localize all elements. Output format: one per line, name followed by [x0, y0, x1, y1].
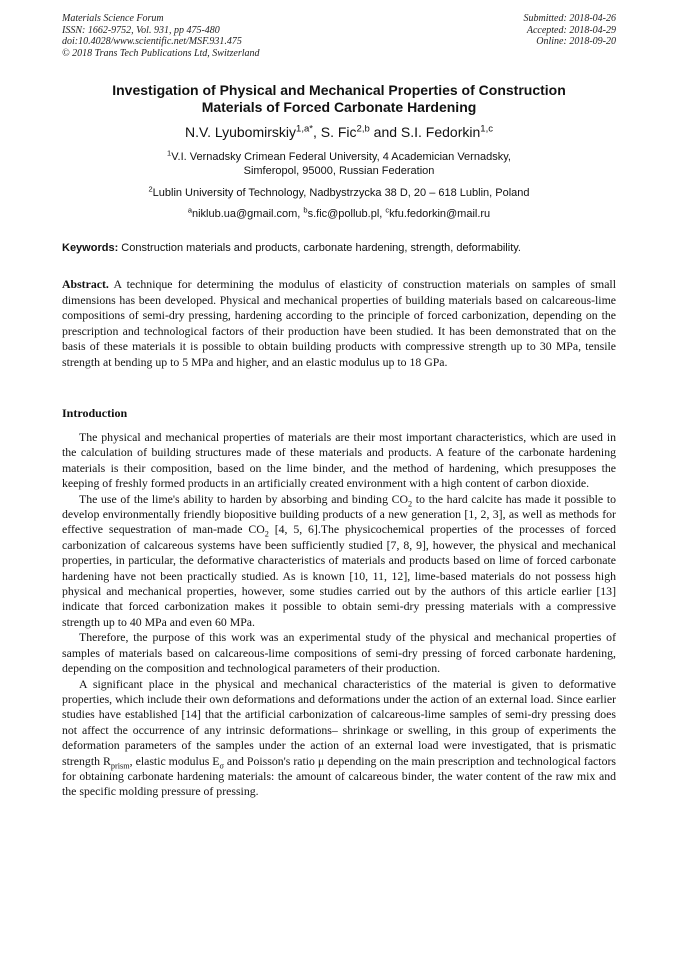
paper-title	[62, 82, 616, 116]
email-list: $^a$niklub.ua@gmail.com, $^b$s.fic@pollub.pl, $^c$kfu.fedorkin@mail.ru	[187, 205, 491, 220]
journal-issn: ISSN: 1662-9752, Vol. 931, pp 475-480	[62, 24, 220, 36]
co2-subscript: 2	[264, 529, 269, 539]
email-link[interactable]: s.fic@pollub.pl	[307, 208, 380, 220]
author-sup: 1,c	[480, 123, 493, 135]
email-link[interactable]: niklub.ua@gmail.com	[191, 208, 298, 220]
paragraph-4	[62, 677, 616, 800]
aff-text: Simferopol, 95000, Russian Federation	[243, 165, 435, 177]
sigma-subscript: σ	[219, 760, 224, 770]
submission-dates	[524, 13, 617, 48]
author-sup: 2,b	[356, 123, 370, 135]
prism-subscript: prism	[110, 760, 130, 770]
title-line-2: Materials of Forced Carbonate Hardening	[201, 99, 477, 115]
aff-text: V.I. Vernadsky Crimean Federal University, 4 Academician Vernadsky,	[171, 151, 511, 163]
online-date: Online: 2018-09-20	[536, 36, 616, 48]
email-sup: b	[303, 205, 308, 215]
author-list	[62, 123, 616, 141]
paragraph-1: The physical and mechanical properties of materials are their most important characteristics, which are used in the calculation of building structures made of these materials and products. A feature of the carbonate hardening materials is their composition, based on the lime binder, and the method of hardening, which presupposes the keeping of freshly formed products in an artificially created environment with a high content of carbon dioxide.	[62, 430, 616, 491]
keywords	[62, 241, 616, 255]
title-line-1: Investigation of Physical and Mechanical Properties of Construction	[112, 82, 566, 98]
paragraph-3: Therefore, the purpose of this work was an experimental study of the physical and mechanical properties of samples of materials based on calcareous-lime compositions of semi-dry pressing of forced carbonate hardening, depending on the composition and technological parameters of their production.	[62, 630, 616, 676]
paragraph-2-text: The use of the lime's ability to harden by absorbing and binding CO	[79, 491, 409, 506]
abstract-label: Abstract.	[62, 277, 109, 291]
keywords-label: Keywords:	[62, 242, 119, 254]
co2-subscript: 2	[408, 498, 413, 508]
paragraph-4-text: and Poisson's ratio μ depending on the main prescription and technological factors for obtaining carbonate hardening materials: the amount of calcareous binder, the water content of the raw mix and the specific molding pressure of pressing.	[62, 753, 616, 799]
affiliation-1	[62, 150, 616, 178]
email-sup: a	[187, 205, 192, 215]
journal-name: Materials Science Forum	[62, 13, 164, 24]
paragraph-4-text: , elastic modulus E	[129, 753, 220, 768]
paragraph-2-text: [4, 5, 6].The physicochemical properties of the processes of forced carbonization of calcareous systems have been sufficiently studied [7, 8, 9], however, the physical and mechanical properties, in particular, the deformative characteristics of materials and products based on lime of forced carbonate hardening have not been practically studied. As is known [10, 11, 12], lime-based materials do not possess high physical and mechanical properties, however, some studies carried out by the authors of this article earlier [13] indicate that forced carbonization makes it possible to obtain semi-dry pressing materials with a compressive strength up to 40 MPa and even 60 MPa.	[62, 522, 616, 629]
aff-text: Lublin University of Technology, Nadbystrzycka 38 D, 20 – 618 Lublin, Poland	[152, 187, 530, 199]
author-name: N.V. Lyubomirskiy	[185, 124, 297, 140]
author-name: S.I. Fedorkin	[400, 124, 481, 140]
journal-doi: doi:10.4028/www.scientific.net/MSF.931.475	[62, 36, 242, 48]
journal-copyright: © 2018 Trans Tech Publications Ltd, Switzerland	[62, 47, 260, 59]
accepted-date: Accepted: 2018-04-29	[526, 24, 616, 36]
introduction-body	[62, 430, 616, 800]
journal-info	[62, 13, 260, 59]
aff-sup: 2	[148, 184, 153, 194]
paragraph-4-text: A significant place in the physical and mechanical characteristics of the material is given to deformative properties, which include their own deformations and deformations under the action of an external load. Since earlier studies have established [14] that the artificial carbonization of calcareous-lime samples of semi-dry pressing does not affect the occurrence of any intrinsic deformations– shrinkage or swelling, in this group of experiments the deformation parameters of the samples under the action of an external load were investigated, that is prismatic strength R	[62, 676, 616, 768]
keywords-text: Construction materials and products, carbonate hardening, strength, deformability.	[118, 242, 521, 254]
abstract	[62, 277, 616, 371]
paragraph-2	[62, 492, 616, 631]
affiliation-2	[62, 186, 616, 200]
paragraph-2-text: to the hard calcite has made it possible to develop environmentally friendly biopositive building products of a new generation [1, 2, 3], as well as methods for effective sequestration of man-made CO	[62, 491, 616, 537]
email-sup: c	[385, 205, 390, 215]
abstract-text: A technique for determining the modulus of elasticity of construction materials on samples of small dimensions has been developed. Physical and mechanical properties of building materials based on calcareous-lime compositions of semi-dry pressing, hardening according to the principle of forced carbonization, depending on the prescription and technological factors of their production have been studied. It has been demonstrated that on the basis of these materials it is possible to obtain building products with compressive strength up to 30 MPa, tensile strength at bending up to 5 MPa and higher, and an elastic modulus up to 18 GPa.	[62, 277, 616, 369]
author-sup: 1,a*	[296, 123, 313, 135]
author-name: S. Fic	[320, 124, 357, 140]
aff-sup: 1	[167, 148, 172, 158]
section-heading-introduction: Introduction	[62, 406, 128, 420]
author-separator: and	[369, 124, 401, 140]
email-link[interactable]: kfu.fedorkin@mail.ru	[389, 208, 491, 220]
author-separator: ,	[312, 124, 321, 140]
submitted-date: Submitted: 2018-04-26	[523, 13, 616, 24]
